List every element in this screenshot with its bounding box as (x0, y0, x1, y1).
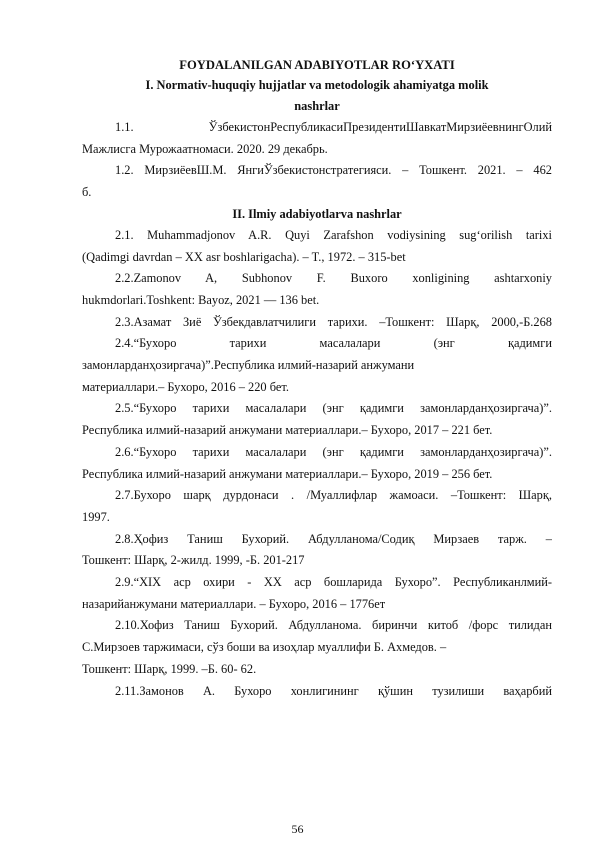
reference-first-line: 2.1. Muhammadjonov A.R. Quyi Zarafshon vodiysining sug‘orilish tarixi (115, 227, 552, 242)
reference-list-section-1 (82, 117, 552, 204)
reference-entry (82, 225, 552, 268)
reference-entry (82, 485, 552, 528)
reference-list-section-2 (82, 225, 552, 702)
reference-first-line: 2.5.“Бухоро тарихи масалалари (энг қадимги замонларданҳозиргача)”. (115, 401, 552, 416)
reference-entry (82, 312, 552, 334)
reference-entry (82, 529, 552, 572)
reference-continuation: б. (82, 185, 92, 200)
reference-entry (82, 681, 552, 703)
reference-first-line: 2.7.Бухоро шарқ дурдонаси . /Муаллифлар жамоаси. –Тошкент: Шарқ, (115, 488, 552, 503)
reference-first-line: 2.4.“Бухоро тарихи масалалари (энг қадимги (115, 336, 552, 351)
document-page (82, 56, 552, 702)
reference-first-line: 2.6.“Бухоро тарихи масалалари (энг қадимги замонларданҳозиргача)”. (115, 444, 552, 459)
reference-continuation: (Qadimgi davrdan – XX asr boshlarigacha). – T., 1972. – 315-bet (82, 249, 406, 264)
reference-entry (82, 117, 552, 160)
reference-continuation: замонларданҳозиргача)”.Республика илмий-назарий анжумани материаллари.– Бухоро, 2016 – 220 бет. (82, 358, 415, 394)
reference-first-line: 2.3.Азамат Зиё Ўзбекдавлатчилиги тарихи. –Тошкент: Шарқ, 2000,-Б.268 (115, 314, 552, 329)
reference-first-line: 1.2. МирзиёевШ.М. ЯнгиЎзбекистонстратегияси. – Тошкент. 2021. – 462 (115, 163, 552, 178)
page-number: 56 (291, 822, 304, 836)
reference-entry (82, 572, 552, 615)
section-heading-2: II. Ilmiy adabiyotlarva nashrlar (232, 206, 402, 221)
section-heading-1-line-1: I. Normativ-huquqiy hujjatlar va metodologik ahamiyatga molik (145, 78, 489, 92)
reference-continuation: 1997. (82, 509, 110, 524)
reference-continuation: Республика илмий-назарий анжумани материаллари.– Бухоро, 2017 – 221 бет. (82, 423, 493, 438)
reference-first-line: 2.10.Хофиз Таниш Бухорий. Абдулланома. биринчи китоб /форс тилидан (115, 618, 552, 633)
section-heading-1-line-2: nashrlar (294, 99, 340, 113)
reference-first-line: 2.9.“XIX аср охири - XX аср бошларида Бухоро”. Республиканлмий- (115, 575, 552, 590)
reference-continuation: Республика илмий-назарий анжумани материаллари.– Бухоро, 2019 – 256 бет. (82, 466, 493, 481)
reference-continuation: Тошкент: Шарқ, 2-жилд. 1999, -Б. 201-217 (82, 553, 305, 568)
reference-continuation: Мажлисга Мурожаатномаси. 2020. 29 декабрь. (82, 141, 328, 156)
reference-first-line: 1.1. ЎзбекистонРеспубликасиПрезидентиШавкатМирзиёевнингОлий (115, 120, 552, 134)
reference-entry (82, 442, 552, 485)
reference-continuation: С.Мирзоев таржимаси, сўз боши ва изоҳлар муаллифи Б. Ахмедов. – Тошкент: Шарқ, 1999. –Б. 60- 62. (82, 640, 447, 676)
reference-entry (82, 268, 552, 311)
page-title: FOYDALANILGAN ADABIYOTLAR RO‘YXATI (179, 58, 455, 72)
reference-entry (82, 333, 552, 398)
reference-entry (82, 160, 552, 203)
reference-first-line: 2.11.Замонов А. Бухоро хонлигининг қўшин тузилиши ваҳарбий (115, 683, 552, 698)
reference-continuation: hukmdorlari.Toshkent: Bayoz, 2021 — 136 bet. (82, 292, 320, 307)
reference-continuation: назарийанжумани материаллари. – Бухоро, 2016 – 1776ет (82, 596, 386, 611)
reference-entry (82, 615, 552, 680)
reference-entry (82, 398, 552, 441)
reference-first-line: 2.8.Ҳофиз Таниш Бухорий. Абдулланома/Содиқ Мирзаев тарж. – (115, 531, 552, 546)
reference-first-line: 2.2.Zamonov A, Subhonov F. Buxoro xonligining ashtarxoniy (115, 271, 552, 286)
